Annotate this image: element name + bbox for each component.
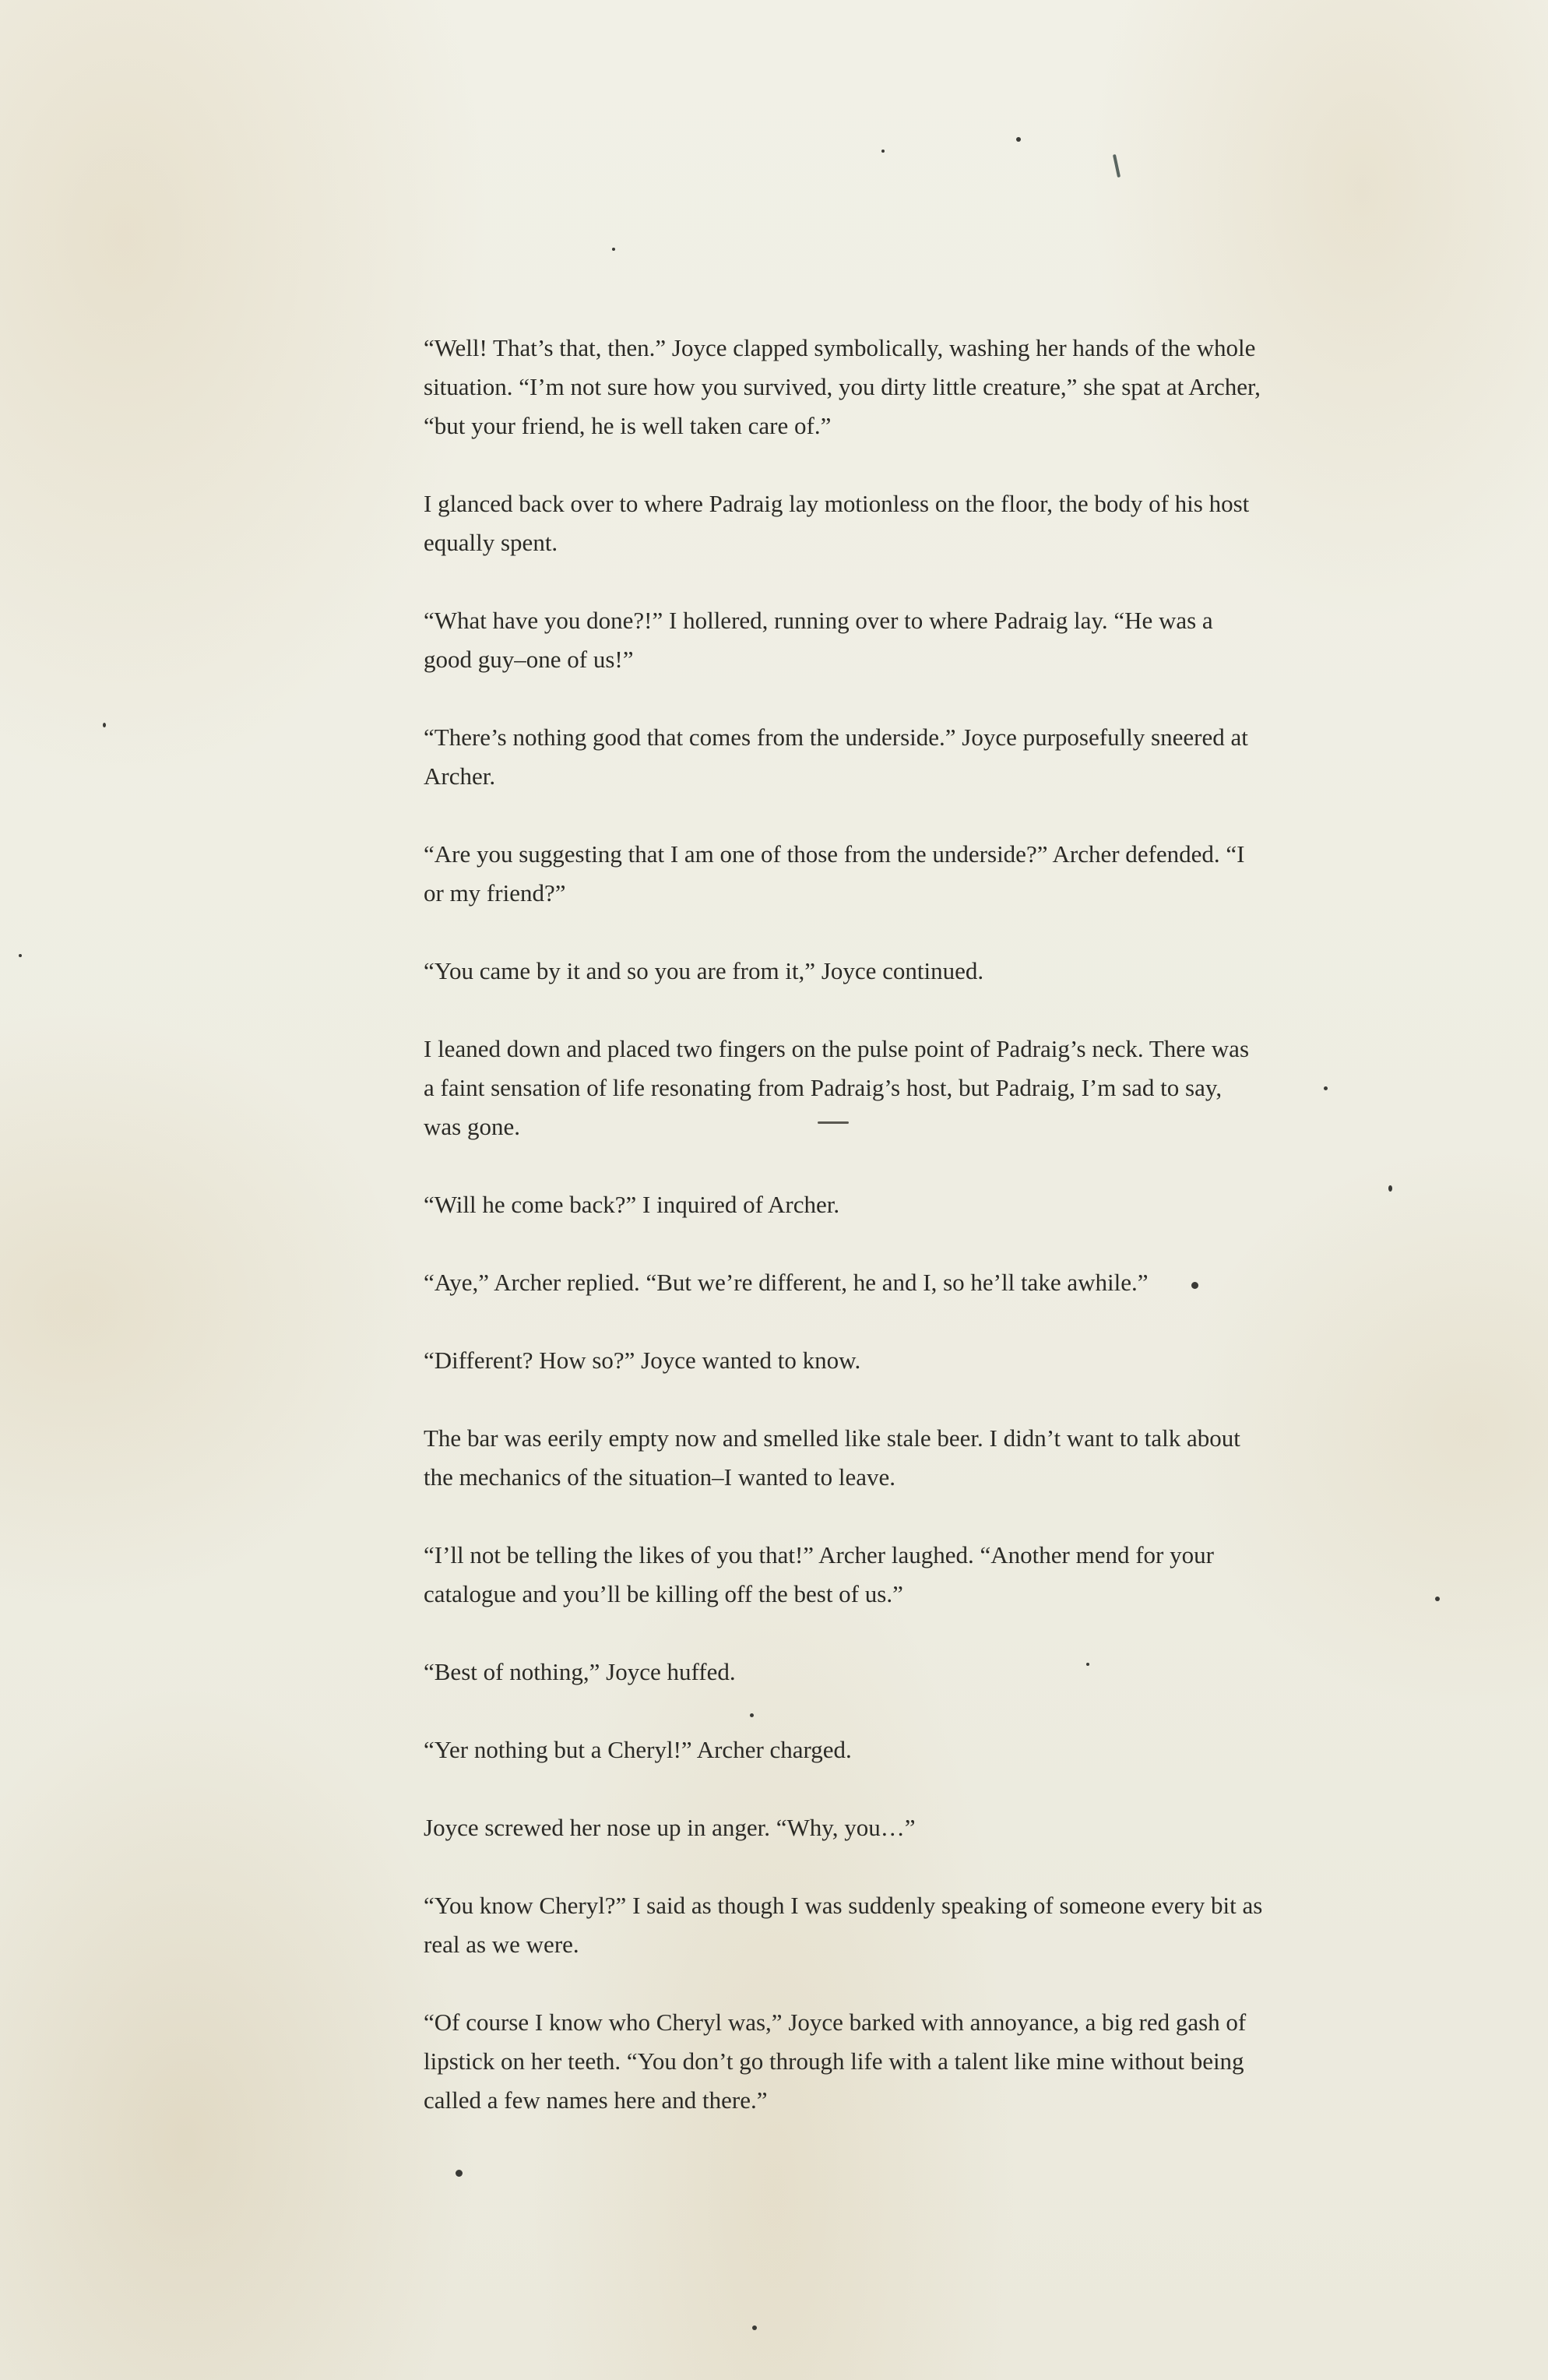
paper-speck (881, 150, 885, 153)
paper-speck (1113, 154, 1121, 178)
paragraph: “You came by it and so you are from it,” Joyce continued. (424, 957, 984, 984)
paragraph: “What have you done?!” I hollered, running over to where Padraig lay. “He was a good guy–one of us!” (424, 607, 1213, 673)
paper-speck (19, 954, 22, 957)
paragraph: “Will he come back?” I inquired of Archer. (424, 1191, 840, 1218)
paragraph: Joyce screwed her nose up in anger. “Why, you…” (424, 1814, 916, 1841)
paragraph: The bar was eerily empty now and smelled like stale beer. I didn’t want to talk about the mechanics of the situation–I wanted to leave. (424, 1424, 1240, 1491)
paragraph: “There’s nothing good that comes from the underside.” Joyce purposefully sneered at Archer. (424, 724, 1248, 790)
paragraph: “Yer nothing but a Cheryl!” Archer charged. (424, 1736, 852, 1763)
paper-speck (752, 2325, 757, 2330)
paper-speck (1435, 1597, 1440, 1601)
paragraph: “Of course I know who Cheryl was,” Joyce barked with annoyance, a big red gash of lipstick on her teeth. “You don’t go through life with a talent like mine without being called a few names here and there.” (424, 2009, 1247, 2114)
paragraph: “Aye,” Archer replied. “But we’re different, he and I, so he’ll take awhile.” (424, 1269, 1149, 1296)
paragraph: “Different? How so?” Joyce wanted to know. (424, 1347, 861, 1374)
paragraph: “I’ll not be telling the likes of you that!” Archer laughed. “Another mend for your catalogue and you’ll be killing off the best of us.” (424, 1541, 1214, 1607)
paper-speck (1016, 137, 1021, 142)
paragraph: “Well! That’s that, then.” Joyce clapped symbolically, washing her hands of the whole situation. “I’m not sure how you survived, you dirty little creature,” she spat at Archer, “but your friend, he is well taken care of.” (424, 334, 1261, 439)
paper-speck (103, 723, 106, 727)
paragraph: I glanced back over to where Padraig lay motionless on the floor, the body of his host equally spent. (424, 490, 1250, 556)
paragraph: “You know Cheryl?” I said as though I was suddenly speaking of someone every bit as real as we were. (424, 1892, 1263, 1958)
paragraph: I leaned down and placed two fingers on the pulse point of Padraig’s neck. There was a faint sensation of life resonating from Padraig’s host, but Padraig, I’m sad to say, was gone. (424, 1035, 1250, 1140)
paragraph: “Best of nothing,” Joyce huffed. (424, 1658, 736, 1685)
paper-speck (1388, 1185, 1392, 1192)
paper-speck (456, 2170, 463, 2177)
paper-speck (612, 248, 615, 251)
story-text (424, 329, 1265, 2120)
paragraph: “Are you suggesting that I am one of those from the underside?” Archer defended. “I or my friend?” (424, 840, 1245, 907)
paper-speck (1324, 1086, 1328, 1090)
